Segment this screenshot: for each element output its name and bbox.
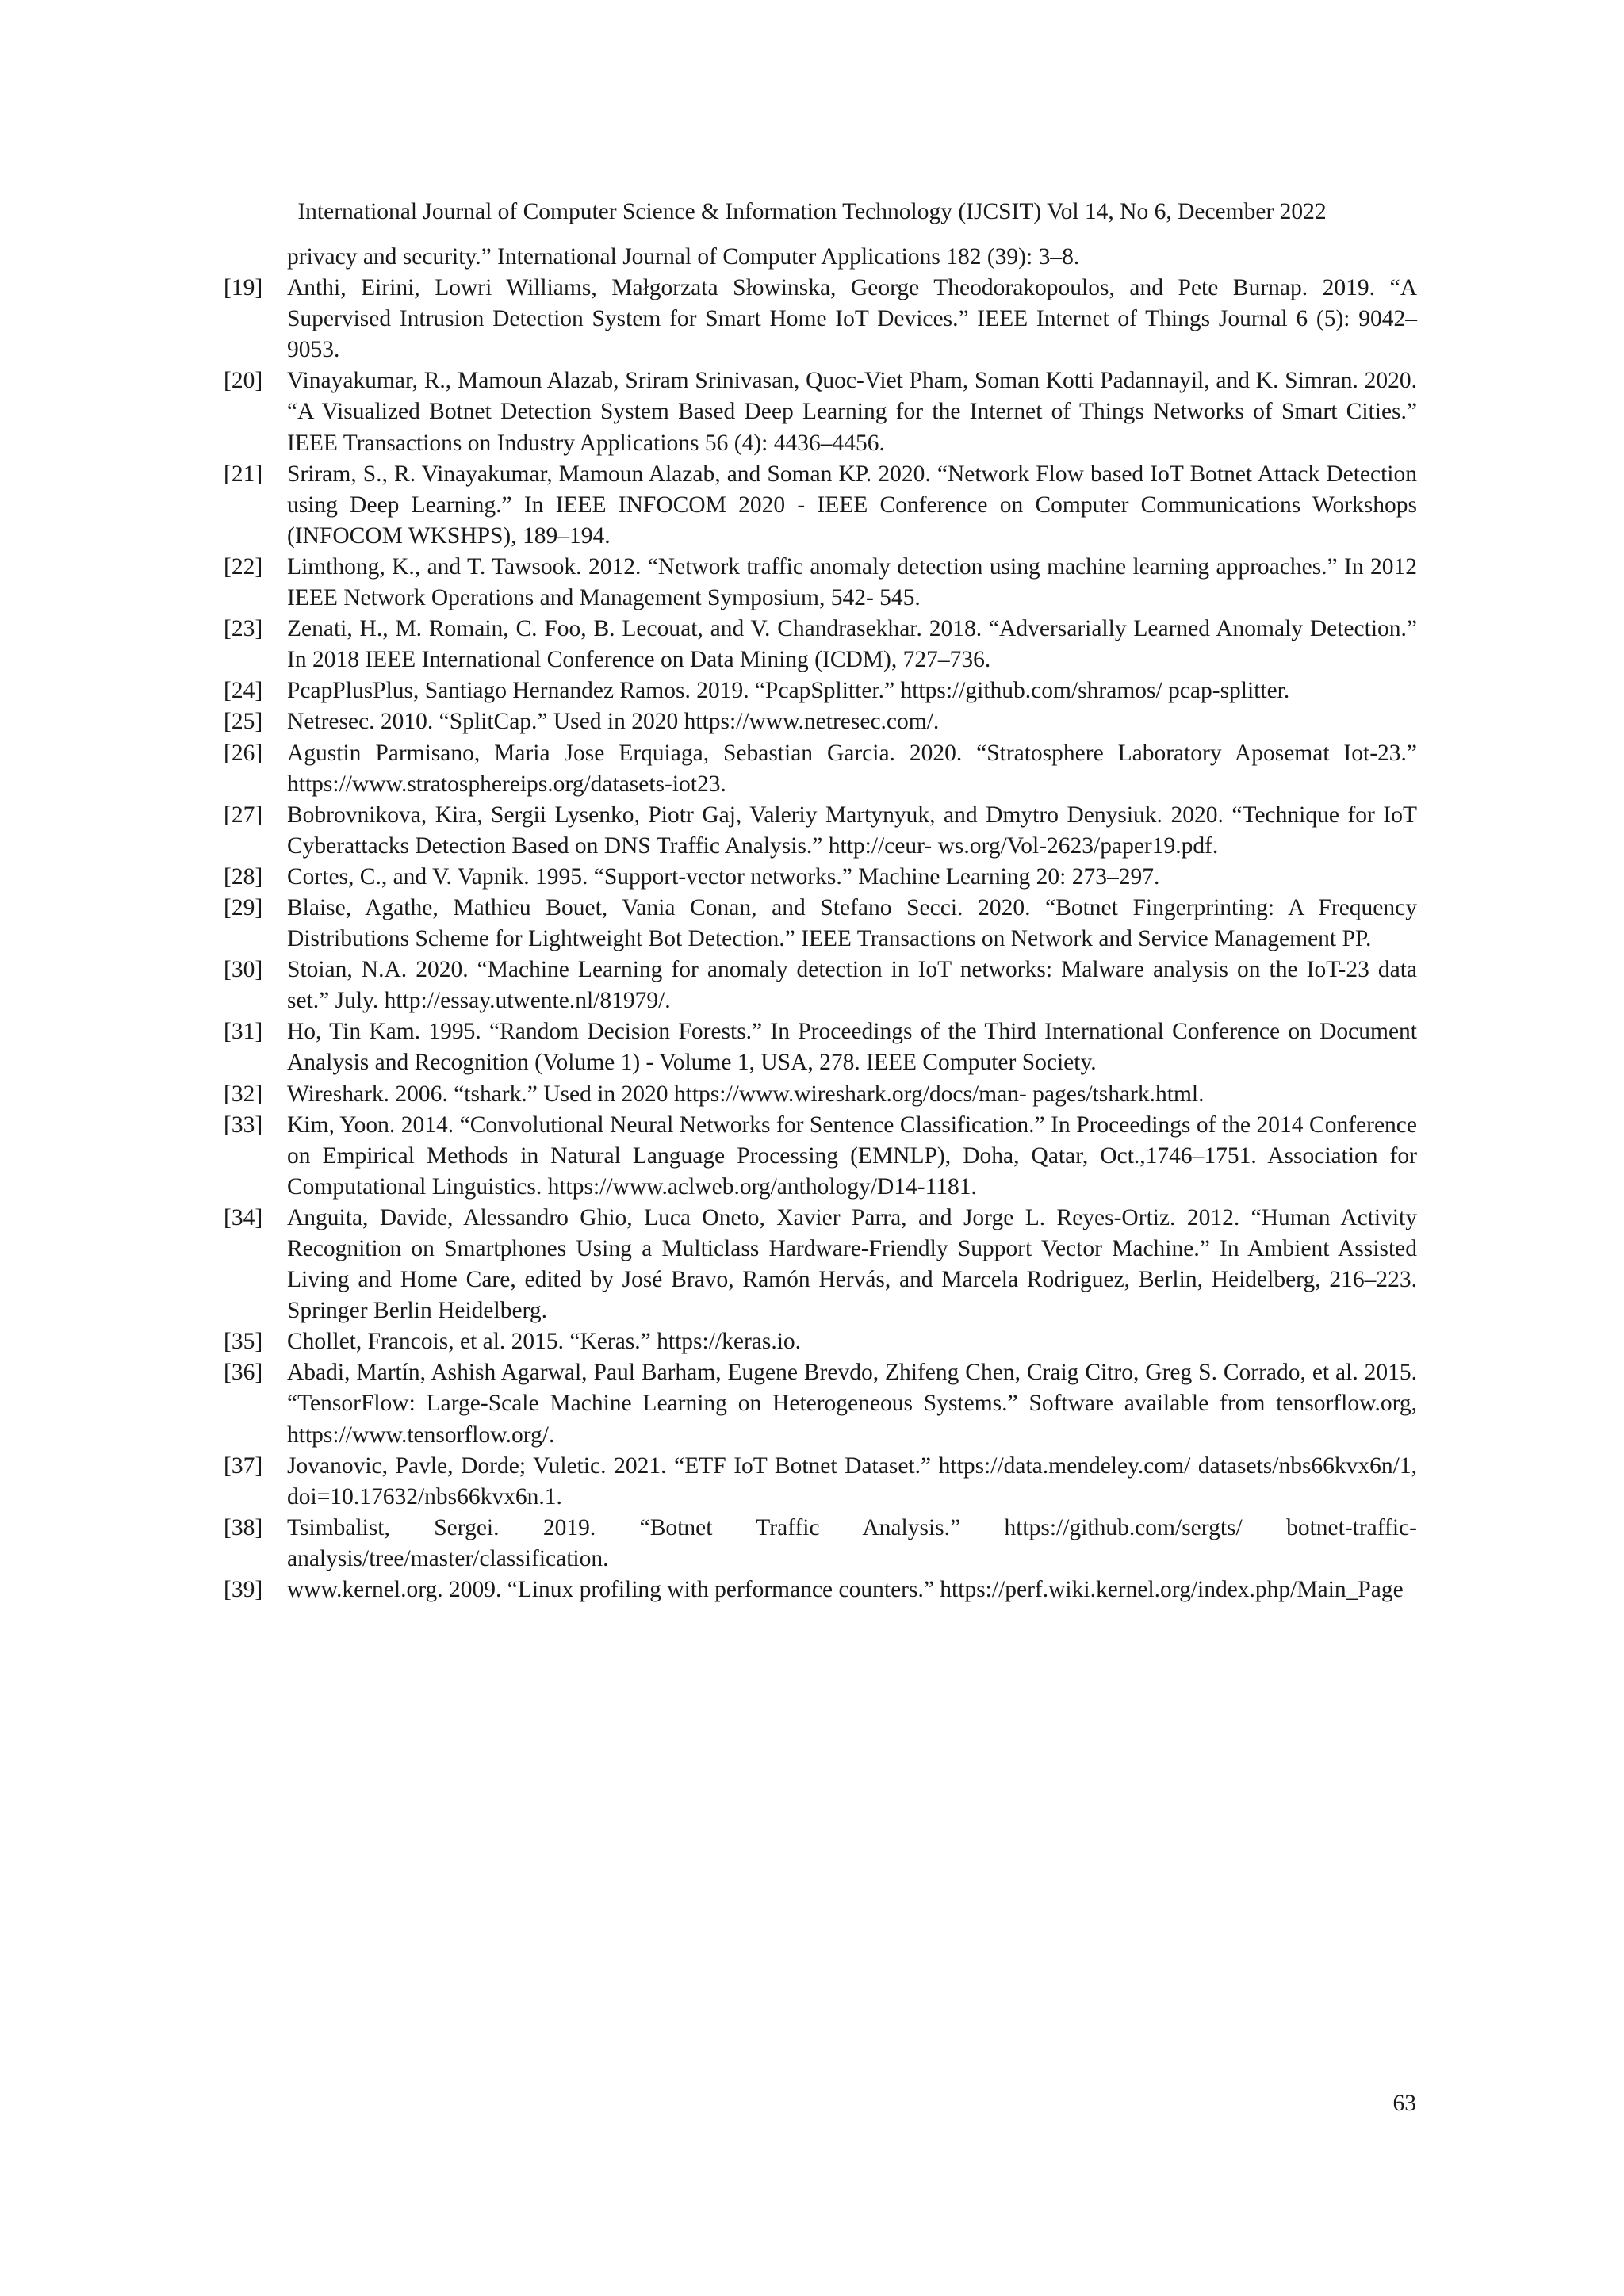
reference-item [224,1513,1417,1575]
reference-text: Sriram, S., R. Vinayakumar, Mamoun Alazab, and Soman KP. 2020. “Network Flow based IoT Botnet Attack Detection using Deep Learning.” In IEEE INFOCOM 2020 - IEEE Conference on Computer Communications Workshops (INFOCOM WKSHPS), 189–194. [287,461,1417,549]
reference-item [224,1326,1417,1357]
reference-text: Tsimbalist, Sergei. 2019. “Botnet Traffic Analysis.” https://github.com/sergts/ botnet-traffic-analysis/tree/master/classification. [287,1514,1417,1571]
reference-number: [39] [224,1577,263,1603]
reference-number: [28] [224,863,263,890]
reference-number: [27] [224,802,263,828]
reference-item [224,1110,1417,1203]
reference-text: Vinayakumar, R., Mamoun Alazab, Sriram Srinivasan, Quoc-Viet Pham, Soman Kotti Padannayil, and K. Simran. 2020. “A Visualized Botnet Detection System Based Deep Learning for the Internet of Things Networks of Smart Cities.” IEEE Transactions on Industry Applications 56 (4): 4436–4456. [287,368,1417,456]
reference-item [224,1575,1417,1605]
page-number: 63 [1392,2091,1416,2116]
reference-number: [37] [224,1452,263,1479]
reference-item [224,738,1417,800]
reference-item [224,800,1417,862]
reference-number: [19] [224,275,263,301]
reference-number: [33] [224,1112,263,1138]
reference-text: Anguita, Davide, Alessandro Ghio, Luca Oneto, Xavier Parra, and Jorge L. Reyes-Ortiz. 2012. “Human Activity Recognition on Smartphones Using a Multiclass Hardware-Friendly Support Vector Machine.” In Ambient Assisted Living and Home Care, edited by José Bravo, Ramón Hervás, and Marcela Rodriguez, Berlin, Heidelberg, 216–223. Springer Berlin Heidelberg. [287,1204,1417,1324]
reference-number: [34] [224,1204,263,1230]
reference-list [224,242,1417,1605]
reference-text: Agustin Parmisano, Maria Jose Erquiaga, Sebastian Garcia. 2020. “Stratosphere Laboratory Aposemat Iot-23.” https://www.stratosphereips.org/datasets-iot23. [287,740,1417,797]
reference-number: [23] [224,616,263,642]
reference-number: [24] [224,678,263,704]
reference-item [224,1451,1417,1513]
reference-item [224,459,1417,552]
reference-number: [26] [224,740,263,766]
reference-item [224,614,1417,675]
reference-text: Netresec. 2010. “SplitCap.” Used in 2020 https://www.netresec.com/. [287,709,940,735]
reference-item [224,675,1417,706]
reference-item [224,893,1417,955]
reference-number: [31] [224,1019,263,1045]
reference-number: [35] [224,1329,263,1355]
reference-item [224,273,1417,365]
reference-number: [30] [224,957,263,983]
reference-continuation: privacy and security.” International Journal of Computer Applications 182 (39): 3–8. [287,244,1080,270]
reference-item [224,1357,1417,1450]
reference-number: [32] [224,1081,263,1107]
reference-text: Ho, Tin Kam. 1995. “Random Decision Forests.” In Proceedings of the Third International Conference on Document Analysis and Recognition (Volume 1) - Volume 1, USA, 278. IEEE Computer Society. [287,1019,1417,1076]
reference-text: Stoian, N.A. 2020. “Machine Learning for anomaly detection in IoT networks: Malware analysis on the IoT-23 data set.” July. http://essay.utwente.nl/81979/. [287,957,1417,1014]
reference-text: Wireshark. 2006. “tshark.” Used in 2020 https://www.wireshark.org/docs/man- pages/tshark.html. [287,1081,1205,1107]
reference-item [224,365,1417,458]
reference-text: Jovanovic, Pavle, Dorde; Vuletic. 2021. “ETF IoT Botnet Dataset.” https://data.mendeley.com/ datasets/nbs66kvx6n/1, doi=10.17632/nbs66kvx6n.1. [287,1452,1417,1510]
reference-item [224,1079,1417,1110]
reference-number: [20] [224,368,263,394]
running-header: International Journal of Computer Science & Information Technology (IJCSIT) Vol 14, No 6, December 2022 [297,199,1327,224]
reference-text: Zenati, H., M. Romain, C. Foo, B. Lecouat, and V. Chandrasekhar. 2018. “Adversarially Learned Anomaly Detection.” In 2018 IEEE International Conference on Data Mining (ICDM), 727–736. [287,616,1417,673]
reference-number: [22] [224,553,263,580]
reference-text: Bobrovnikova, Kira, Sergii Lysenko, Piotr Gaj, Valeriy Martynyuk, and Dmytro Denysiuk. 2020. “Technique for IoT Cyberattacks Detection Based on DNS Traffic Analysis.” http://ceur- ws.org/Vol-2623/paper19.pdf. [287,802,1417,859]
reference-number: [21] [224,461,263,487]
reference-text: Kim, Yoon. 2014. “Convolutional Neural Networks for Sentence Classification.” In Proceedings of the 2014 Conference on Empirical Methods in Natural Language Processing (EMNLP), Doha, Qatar, Oct.,1746–1751. Association for Computational Linguistics. https://www.aclweb.org/anthology/D14-1181. [287,1112,1417,1200]
reference-item [224,955,1417,1016]
reference-item [224,1203,1417,1326]
reference-text: Blaise, Agathe, Mathieu Bouet, Vania Conan, and Stefano Secci. 2020. “Botnet Fingerprinting: A Frequency Distributions Scheme for Lightweight Bot Detection.” IEEE Transactions on Network and Service Management PP. [287,894,1417,952]
reference-number: [29] [224,894,263,920]
reference-item [224,552,1417,614]
reference-number: [25] [224,709,263,735]
reference-text: Cortes, C., and V. Vapnik. 1995. “Support-vector networks.” Machine Learning 20: 273–297. [287,863,1160,890]
reference-text: www.kernel.org. 2009. “Linux profiling with performance counters.” https://perf.wiki.kernel.org/index.php/Main_Page [287,1577,1404,1603]
reference-number: [38] [224,1514,263,1540]
reference-number: [36] [224,1360,263,1386]
reference-text: Anthi, Eirini, Lowri Williams, Małgorzata Słowinska, George Theodorakopoulos, and Pete Burnap. 2019. “A Supervised Intrusion Detection System for Smart Home IoT Devices.” IEEE Internet of Things Journal 6 (5): 9042–9053. [287,275,1417,363]
reference-item [224,862,1417,893]
reference-item [224,1016,1417,1078]
reference-text: PcapPlusPlus, Santiago Hernandez Ramos. 2019. “PcapSplitter.” https://github.com/shramos/ pcap-splitter. [287,678,1290,704]
reference-text: Limthong, K., and T. Tawsook. 2012. “Network traffic anomaly detection using machine learning approaches.” In 2012 IEEE Network Operations and Management Symposium, 542- 545. [287,553,1417,611]
reference-text: Chollet, Francois, et al. 2015. “Keras.” https://keras.io. [287,1329,802,1355]
reference-item [224,706,1417,737]
reference-text: Abadi, Martín, Ashish Agarwal, Paul Barham, Eugene Brevdo, Zhifeng Chen, Craig Citro, Greg S. Corrado, et al. 2015. “TensorFlow: Large-Scale Machine Learning on Heterogeneous Systems.” Software available from tensorflow.org, https://www.tensorflow.org/. [287,1360,1417,1448]
